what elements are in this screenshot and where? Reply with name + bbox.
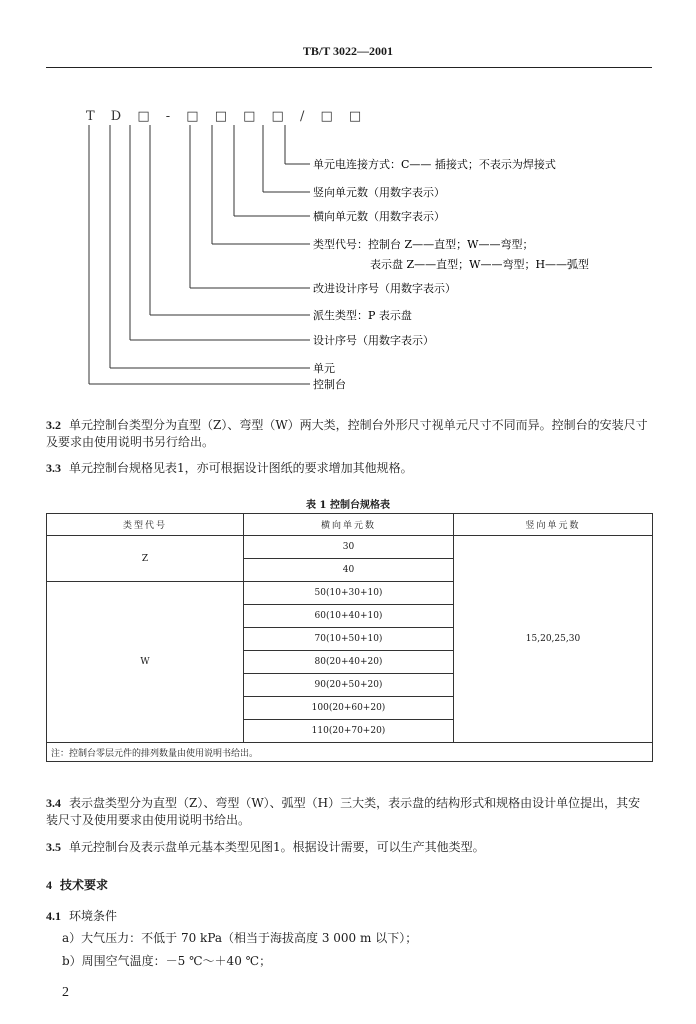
list-item: a）大气压力：不低于 70 kPa（相当于海拔高度 3 000 m 以下）； (62, 931, 418, 945)
tree-label-8: 设计序号（用数字表示） (313, 334, 434, 347)
horizontal-cell: 90(20+50+20) (244, 674, 454, 697)
model-code: T D □ - □ □ □ □ / □ □ (86, 109, 368, 124)
section-title: 环境条件 (69, 909, 118, 923)
tree-label-2: 竖向单元数（用数字表示） (313, 186, 445, 199)
table-note-row (47, 743, 653, 762)
header-horizontal: 横向单元数 (244, 514, 454, 536)
vertical-cell: 15,20,25,30 (454, 536, 653, 743)
tree-label-4: 类型代号：控制台 Z——直型；W——弯型； (313, 238, 534, 251)
section-text: 表示盘类型分为直型（Z）、弯型（W）、弧型（H）三大类，表示盘的结构形式和规格由设计单位提出，其安装尺寸及使用要求由使用说明书给出。 (46, 796, 641, 827)
code-structure-diagram (0, 0, 696, 400)
section-4-heading (46, 876, 108, 893)
tree-label-10: 控制台 (313, 378, 346, 391)
section-number: 4.1 (46, 909, 61, 923)
type-w-cell: W (47, 582, 244, 743)
section-3-4 (46, 795, 652, 829)
section-3-5 (46, 839, 652, 856)
section-number: 3.4 (46, 796, 61, 810)
section-3-3 (46, 460, 652, 477)
table-note: 注：控制台零层元件的排列数量由使用说明书给出。 (47, 743, 653, 762)
header-vertical: 竖向单元数 (454, 514, 653, 536)
section-number: 3.5 (46, 840, 61, 854)
tree-label-6: 改进设计序号（用数字表示） (313, 282, 456, 295)
horizontal-cell: 40 (244, 559, 454, 582)
horizontal-cell: 30 (244, 536, 454, 559)
section-4-1-heading (46, 907, 117, 924)
section-text: 单元控制台规格见表1，亦可根据设计图纸的要求增加其他规格。 (69, 461, 413, 475)
section-title: 技术要求 (60, 878, 109, 892)
tree-label-5: 表示盘 Z——直型；W——弯型；H——弧型 (370, 258, 590, 271)
horizontal-cell: 110(20+70+20) (244, 720, 454, 743)
section-number: 3.3 (46, 461, 61, 475)
horizontal-cell: 100(20+60+20) (244, 697, 454, 720)
tree-label-3: 横向单元数（用数字表示） (313, 210, 445, 223)
page-number: 2 (62, 985, 69, 1000)
tree-label-1: 单元电连接方式：C—— 插接式；不表示为焊接式 (313, 158, 556, 171)
section-3-2 (46, 417, 652, 451)
horizontal-cell: 80(20+40+20) (244, 651, 454, 674)
section-text: 单元控制台类型分为直型（Z）、弯型（W）两大类，控制台外形尺寸视单元尺寸不同而异。控制台的安装尺寸及要求由使用说明书另行给出。 (46, 418, 648, 449)
horizontal-cell: 60(10+40+10) (244, 605, 454, 628)
section-number: 4 (46, 878, 52, 892)
list-item: b）周围空气温度：－5 ℃～＋40 ℃； (62, 954, 272, 968)
tree-label-7: 派生类型：P 表示盘 (313, 309, 412, 322)
page-header: TB/T 3022—2001 (302, 44, 394, 58)
spec-table (46, 513, 653, 762)
horizontal-cell: 50(10+30+10) (244, 582, 454, 605)
table-title: 表 1 控制台规格表 (306, 500, 390, 511)
section-number: 3.2 (46, 418, 61, 432)
horizontal-cell: 70(10+50+10) (244, 628, 454, 651)
type-z-cell: Z (47, 536, 244, 582)
tree-label-9: 单元 (313, 362, 335, 375)
section-text: 单元控制台及表示盘单元基本类型见图1。根据设计需要，可以生产其他类型。 (69, 840, 485, 854)
table-row (47, 536, 653, 559)
table-header-row (47, 514, 653, 536)
header-type: 类型代号 (47, 514, 244, 536)
